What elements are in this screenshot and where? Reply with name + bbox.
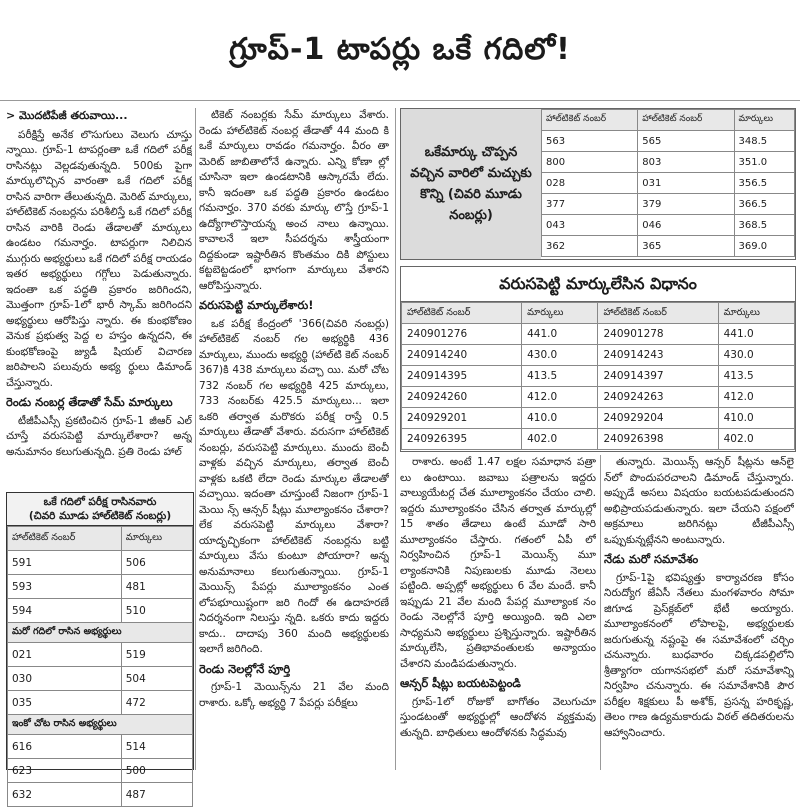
subheading: రెండు నంబర్ల తేడాతో సేమ్ మార్కులు bbox=[6, 395, 173, 409]
paragraph: గ్రూప్-1లో రోజుకో బాగోతం వెలుగుచూ స్తుండటంతో అభ్యర్థుల్లో ఆందోళన వ్యక్తమవు తున్నది. బాధితులు ఆందోళనకు సిద్ధమవు bbox=[400, 695, 596, 739]
sequential-marks-title: వరుసపెట్టి మార్కులేసిన విధానం bbox=[401, 267, 795, 302]
table-row bbox=[8, 783, 193, 807]
column-header: మార్కులు bbox=[121, 527, 192, 551]
marks-cell: 369.0 bbox=[734, 236, 795, 257]
ticket-cell: 365 bbox=[638, 236, 734, 257]
table-title bbox=[7, 493, 193, 526]
column-divider-2 bbox=[395, 108, 396, 770]
marks-cell: 410.0 bbox=[718, 408, 794, 429]
ticket-cell: 632 bbox=[8, 783, 122, 807]
ticket-cell: 240926395 bbox=[402, 429, 522, 450]
column-header: హాల్‌టికెట్ నంబర్ bbox=[598, 303, 718, 324]
table-row bbox=[542, 152, 795, 173]
marks-cell: 351.0 bbox=[734, 152, 795, 173]
ticket-cell: 240914243 bbox=[598, 345, 718, 366]
table-row bbox=[8, 551, 193, 575]
column-divider-1 bbox=[195, 108, 196, 770]
sequential-marks-table bbox=[401, 302, 795, 450]
table-row bbox=[542, 194, 795, 215]
table-row bbox=[402, 429, 795, 450]
marks-cell: 402.0 bbox=[718, 429, 794, 450]
table-row bbox=[542, 236, 795, 257]
ticket-cell: 021 bbox=[8, 643, 122, 667]
ticket-cell: 030 bbox=[8, 667, 122, 691]
ticket-cell: 240929204 bbox=[598, 408, 718, 429]
marks-cell: 412.0 bbox=[522, 387, 598, 408]
marks-cell: 519 bbox=[121, 643, 192, 667]
marks-cell: 506 bbox=[121, 551, 192, 575]
table-row bbox=[542, 215, 795, 236]
marks-cell: 356.5 bbox=[734, 173, 795, 194]
ticket-cell: 240924260 bbox=[402, 387, 522, 408]
paragraph: గ్రూప్-1 మెయిన్స్‌ను 21 వేల మంది రాశారు. ఒక్కో అభ్యర్థి 7 పేపర్లు పరీక్షలు bbox=[199, 681, 389, 709]
ticket-cell: 377 bbox=[542, 194, 638, 215]
marks-cell: 441.0 bbox=[522, 324, 598, 345]
paragraph: టికెట్ నంబర్లకు సేమ్ మార్కులు వేశారు. రెండు హాల్‌టికెట్ నంబర్ల తేడాతో 44 మంది కి ఒకే మార్కులు రావడం గమనార్హం. వీరం తా మెరిట్ జాబితాలోనే ఉన్నారు. ఎన్ని కోణా ల్లో చూసినా ఇలా ఉండటానికి ఆస్కారమే లేదు. కానీ ఇదంతా ఒక పద్ధతి ప్రకారం ఉండటం గమనార్హం. 370 వరకు మార్కు లొస్తే గ్రూప్-1 ఉద్యోగాలొస్తాయన్న అంచ నాలు ఉన్నాయి. కావాలనే ఇలా సీపదర్శను శాస్త్రీయంగా దిద్దకుండా ఇష్టారీతిన కొంతమం దికి పోస్టులు కట్టబెట్టడంలో భాగంగా మార్కులు వేశారని ఆరోపిస్తున్నారు. bbox=[199, 109, 389, 292]
table-row bbox=[402, 345, 795, 366]
table-row bbox=[402, 387, 795, 408]
ticket-cell: 240914397 bbox=[598, 366, 718, 387]
same-marks-sample-box bbox=[400, 108, 796, 260]
headline: గ్రూప్-1 టాపర్లు ఒకే గదిలో! bbox=[229, 32, 571, 67]
marks-cell: 412.0 bbox=[718, 387, 794, 408]
table-title-line-1: ఒకే గదిలో పరీక్ష రాసినవారు bbox=[43, 496, 157, 508]
column-divider-3 bbox=[600, 455, 601, 770]
marks-cell: 410.0 bbox=[522, 408, 598, 429]
table-row bbox=[8, 599, 193, 623]
article-column-4 bbox=[604, 455, 794, 770]
marks-cell: 430.0 bbox=[522, 345, 598, 366]
table-row bbox=[8, 735, 193, 759]
ticket-cell: 240901276 bbox=[402, 324, 522, 345]
ticket-cell: 240914395 bbox=[402, 366, 522, 387]
marks-cell: 504 bbox=[121, 667, 192, 691]
sample-box-label: ఒకేమార్కు చొప్పన వచ్చిన వారిలో మచ్చుకు కొన్ని (చివరి మూడు నంబర్లు) bbox=[401, 109, 541, 259]
section-label: మరో గదిలో రాసిన అభ్యర్థులు bbox=[8, 623, 193, 643]
subheading: రెండు నెలల్లోనే పూర్తి bbox=[199, 661, 291, 676]
ticket-cell: 623 bbox=[8, 759, 122, 783]
column-header: హాల్‌టికెట్ నంబర్ bbox=[542, 110, 638, 131]
marks-cell: 481 bbox=[121, 575, 192, 599]
table-row bbox=[8, 667, 193, 691]
marks-cell: 500 bbox=[121, 759, 192, 783]
column-header: మార్కులు bbox=[734, 110, 795, 131]
marks-cell: 514 bbox=[121, 735, 192, 759]
column-header: హాల్‌టికెట్ నంబర్ bbox=[402, 303, 522, 324]
marks-cell: 510 bbox=[121, 599, 192, 623]
ticket-cell: 240929201 bbox=[402, 408, 522, 429]
ticket-cell: 240914240 bbox=[402, 345, 522, 366]
section-label: ఇంకో చోట రాసిన అభ్యర్థులు bbox=[8, 715, 193, 735]
column-header: హాల్‌టికెట్ నంబర్ bbox=[8, 527, 122, 551]
ticket-cell: 362 bbox=[542, 236, 638, 257]
marks-cell: 430.0 bbox=[718, 345, 794, 366]
marks-cell: 441.0 bbox=[718, 324, 794, 345]
marks-cell: 413.5 bbox=[522, 366, 598, 387]
table-row bbox=[542, 131, 795, 152]
marks-cell: 366.5 bbox=[734, 194, 795, 215]
sequential-marks-box bbox=[400, 266, 796, 452]
headline-divider bbox=[0, 100, 800, 101]
ticket-cell: 046 bbox=[638, 215, 734, 236]
table-row bbox=[542, 173, 795, 194]
table-row bbox=[8, 691, 193, 715]
ticket-cell: 240926398 bbox=[598, 429, 718, 450]
marks-cell: 402.0 bbox=[522, 429, 598, 450]
article-column-3 bbox=[400, 455, 596, 770]
ticket-cell: 593 bbox=[8, 575, 122, 599]
ticket-cell: 379 bbox=[638, 194, 734, 215]
paragraph: ఒక పరీక్ష కేంద్రంలో '366(చివరి నంబర్లు) హాల్‌టికెట్ నంబర్ గల అభ్యర్థికి 436 మార్కులు, ముందు అభ్యర్థి (హాల్‌టి కెట్ నంబర్ 367)కి 438 మార్కులు వచ్చా యి. మరో చోట 732 నంబర్ గల అభ్యర్థికి 425 మార్కులు, 733 నంబర్‌కు 425.5 మార్కులు... ఇలా ఒకరి తర్వాత మరొకరు పరీక్ష రాస్తే 0.5 మార్కులు తేడాతో వేశారు. వరుసగా హాల్‌టికెట్ నంబర్లు, వరుసపెట్టి మార్కులు. ముందు బెంచీ వాళ్లకు వచ్చిన మార్కులు, తర్వాత బెంచీ వాళ్లకు ఒకటి లేదా రెండు మార్కుల తేడాలతో వచ్చాయి. ఇదంతా చూస్తుంటే నిజంగా గ్రూప్-1 మెయి న్స్ ఆన్సర్ షీట్లు మూల్యాంకనం చేశారా? లేక వరుసపెట్టి మార్కులు వేశారా? యాదృచ్ఛికంగా హాల్‌టికెట్ నంబర్లను బట్టి మార్కులు వేసు కుంటూ పోయారా? అన్న అనుమానాలు కలుగుతున్నాయి. గ్రూప్-1 మెయిన్స్ పేపర్లు మూల్యాంకనం ఎంత లోపభూయిష్టంగా జరి గిందో ఈ ఉదాహరణే నిదర్శనంగా నిలుస్తు న్నది. ఒకరు కాదు ఇద్దరు కాదు.. దాదాపు 360 మంది అభ్యర్థులకు ఇలాగే జరిగింది. bbox=[199, 317, 389, 655]
ticket-cell: 616 bbox=[8, 735, 122, 759]
marks-cell: 487 bbox=[121, 783, 192, 807]
column-header: హాల్‌టికెట్ నంబర్ bbox=[638, 110, 734, 131]
ticket-cell: 565 bbox=[638, 131, 734, 152]
ticket-cell: 031 bbox=[638, 173, 734, 194]
ticket-cell: 028 bbox=[542, 173, 638, 194]
column-header: మార్కులు bbox=[522, 303, 598, 324]
article-column-2 bbox=[199, 108, 389, 770]
table-row bbox=[8, 759, 193, 783]
ticket-cell: 043 bbox=[542, 215, 638, 236]
ticket-cell: 800 bbox=[542, 152, 638, 173]
section-row bbox=[8, 715, 193, 735]
column-header: మార్కులు bbox=[718, 303, 794, 324]
ticket-cell: 563 bbox=[542, 131, 638, 152]
section-row bbox=[8, 623, 193, 643]
ticket-cell: 594 bbox=[8, 599, 122, 623]
ticket-cell: 591 bbox=[8, 551, 122, 575]
table-row bbox=[8, 643, 193, 667]
table-title-line-2: (చివరి మూడు హాల్‌టికెట్ నంబర్లు) bbox=[28, 510, 172, 522]
table-row bbox=[402, 408, 795, 429]
ticket-cell: 803 bbox=[638, 152, 734, 173]
paragraph: రాశారు. అంటే 1.47 లక్షల సమాధాన పత్రా లు ఉంటాయి. జవాబు పత్రాలను ఇద్దరు వాల్యుయేటర్ల చేత మూల్యాంకనం చేయం చాలి. ఇద్దరు మూల్యాంకనం చేసిన తర్వాత మార్కుల్లో 15 శాతం తేడాలు ఉంటే మూడో సారి మూల్యాంకనం చేస్తారు. గతంలో ఏపీ లో నిర్వహించిన గ్రూప్-1 మెయిన్స్ మూ ల్యాంకనానికి నిపుణులకు మూడు నెలలు పట్టింది. అప్పట్లో అభ్యర్థులు 6 వేల మందే. కానీ ఇప్పుడు 21 వేల మంది పేపర్ల మూల్యాంక నం రెండు నెలల్లోనే పూర్తి అయ్యింది. ఇది ఎలా సాధ్యమని అభ్యర్థులు ప్రశ్నిస్తున్నారు. ఇష్టారీతిన మార్కులేసి, ప్రతిభావంతులకు అన్యాయం చేశారని మండిపడుతున్నారు. bbox=[400, 456, 596, 670]
marks-cell: 472 bbox=[121, 691, 192, 715]
subheading: ఆన్సర్ షీట్లు బయటపెట్టండి bbox=[400, 676, 521, 690]
table-row bbox=[402, 366, 795, 387]
paragraph: టీజీపీఎస్సీ ప్రకటించిన గ్రూప్-1 జీఆర్ ఎల్ చూస్తే వరుసపెట్టి మార్కులేశారా? అన్న అనుమానం కలుగుతున్నది. ప్రతి రెండు హాల్ bbox=[6, 414, 192, 458]
paragraph: తున్నారు. మెయిన్స్ ఆన్సర్ షీట్లను ఆన్‌లై న్‌లో పొందుపరచాలని డిమాండ్ చేస్తున్నారు. అప్పుడే అసలు విషయం బయటపడుతుందని అభిప్రాయపడుతున్నారు. ఇలా చేయని పక్షంలో అక్రమాలు జరిగినట్లు టీజీపీఎస్సీ ఒప్పుకున్నట్లేనని అంటున్నారు. bbox=[604, 456, 794, 546]
ticket-cell: 240901278 bbox=[598, 324, 718, 345]
table-row bbox=[8, 575, 193, 599]
ticket-cell: 240924263 bbox=[598, 387, 718, 408]
paragraph: పరీక్షిస్తే అనేక లొసుగులు వెలుగు చూస్తు న్నాయి. గ్రూప్-1 టాపర్లంతా ఒకే గదిలో పరీక్ష రాసినట్లు వెల్లడవుతున్నది. 500కు పైగా మార్కులొచ్చిన వారంతా ఒకే గదిలో పరీక్ష రాసిన వారిగా తేలుతున్నది. మెరిట్ మార్కులు, హాల్‌టికెట్ నంబర్లను పరిశీలిస్తే ఒకే గదిలో పరీక్ష రాసిన వారికి రెండు తేడాలతో మార్కులు ఉండటం గమనార్హం. టాపర్లుగా నిలిచిన ముగ్గురు అభ్యర్థులు ఒకే గదిలో పరీక్ష రాయడం ఇతర అభ్యర్థులు గగ్గోలు పెడుతున్నారు. ఇదంతా ఒక పద్ధతి ప్రకారం జరిగిందని, మొత్తంగా గ్రూప్-1లో భారీ స్కామ్ జరిగిందని అభ్యర్థులు ఆరోపిస్తు న్నారు. ఈ కుంభకోణం వెనుక ప్రభుత్వ పెద్ద ల హస్తం ఉన్నదని, ఈ కుంభకోణంపై జ్యుడీ షియల్ విచారణ జరిపాలని పలువురు అభ్య ర్థులు డిమాండ్ చేస్తున్నారు. bbox=[6, 128, 192, 389]
marks-cell: 348.5 bbox=[734, 131, 795, 152]
same-marks-table bbox=[541, 109, 795, 257]
same-room-table bbox=[7, 526, 193, 807]
marks-cell: 368.5 bbox=[734, 215, 795, 236]
continued-from-front-page: > మొదటిపేజీ తరువాయి... bbox=[6, 109, 128, 122]
paragraph: గ్రూప్-1పై భవిష్యత్తు కార్యాచరణ కోసం నిరుద్యోగ జేఏసీ నేతలు మంగళవారం సోమా జిగూడ ప్రెస్‌క్లబ్‌లో భేటీ అయ్యారు. మూల్యాంకనంలో లోపాలపై, అభ్యర్థులకు జరుగుతున్న నష్టంపై ఈ సమావేశంలో చర్చిం చనున్నారు. బుధవారం చిక్కడపల్లిలోని శ్రీత్యాగరా యగానసభలో మరో సమావేశాన్ని నిర్వహిం చనున్నారు. ఈ సమావేశానికి పౌర పరీక్షల శిక్షకులు పీ అశోక్, ప్రసన్న హరికృష్ణ, తెలం గాణ ఉద్యమకారుడు విఠల్ తదితరులను ఆహ్వానించారు. bbox=[604, 571, 794, 739]
marks-cell: 413.5 bbox=[718, 366, 794, 387]
same-room-table-box bbox=[6, 492, 194, 801]
ticket-cell: 035 bbox=[8, 691, 122, 715]
subheading: నేడు మరో సమావేశం bbox=[604, 552, 699, 566]
subheading: వరుసపెట్టి మార్కులేశారు! bbox=[199, 298, 314, 312]
table-row bbox=[402, 324, 795, 345]
